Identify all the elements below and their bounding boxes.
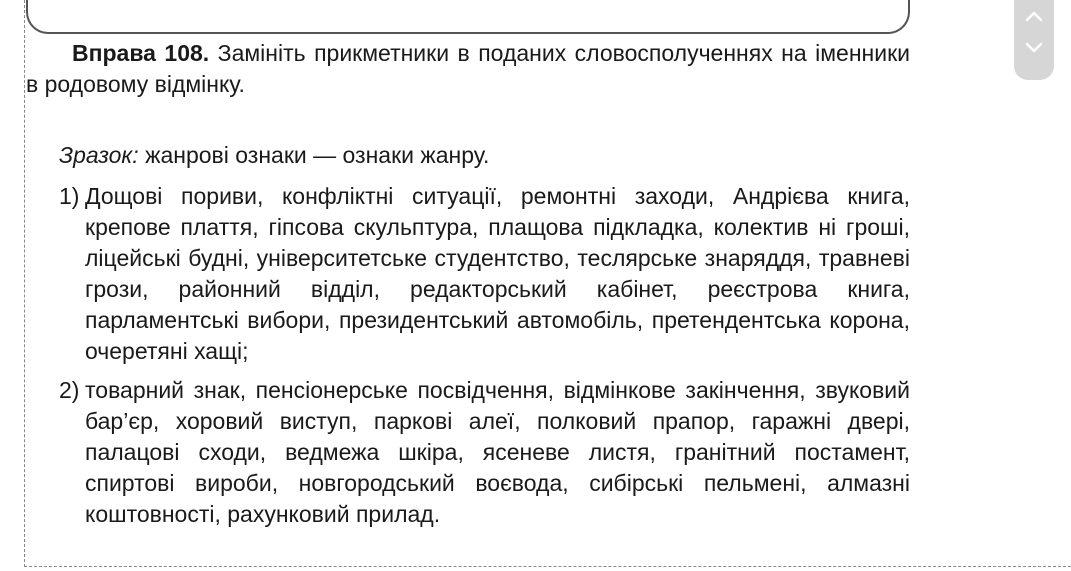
sample-text: жанрові ознаки — ознаки жанру. (145, 142, 490, 168)
exercise-content (26, 38, 910, 538)
page-scroll-widget (1014, 0, 1054, 80)
exercise-item-1 (26, 181, 910, 367)
exercise-items (26, 181, 910, 530)
scroll-down-button[interactable] (1014, 34, 1054, 64)
item-number: 1) (59, 183, 80, 209)
page-margin-bottom (24, 566, 1071, 567)
exercise-task (26, 38, 910, 100)
chevron-down-icon (1025, 42, 1043, 54)
previous-exercise-box (26, 0, 910, 34)
sample-line (59, 140, 910, 171)
exercise-number: Вправа 108. (72, 40, 210, 66)
page-margin-left (24, 0, 25, 567)
scroll-up-button[interactable] (1014, 2, 1054, 32)
item-text: Дощові пориви, конфліктні ситуації, ремонтні заходи, Андрієва книга, крепове плаття, гіпсова скульптура, плащова підкладка, колектив ні гроші, ліцейські будні, університетське студентство, теслярське знаряддя, травневі грози, районний відділ, редакторський кабінет, реєстрова книга, парламентські вибори, президентський автомобіль, претендентська корона, очеретяні хащі; (85, 183, 910, 364)
item-text: товарний знак, пенсіонерське посвідчення, відмінкове закінчення, звуковий бар’єр, хоровий виступ, паркові алеї, полковий прапор, гаражні двері, палацові сходи, ведмежа шкіра, ясеневе листя, гранітний постамент, спиртові вироби, новгородський воєвода, сибірські пельмені, алмазні коштовності, рахунковий прилад. (85, 377, 910, 527)
exercise-instruction: Замініть прикметники в поданих словосполученнях на іменники в родовому відмінку. (26, 40, 910, 97)
item-number: 2) (59, 377, 80, 403)
chevron-up-icon (1025, 10, 1043, 22)
sample-label: Зразок: (59, 142, 139, 168)
exercise-item-2 (26, 375, 910, 530)
